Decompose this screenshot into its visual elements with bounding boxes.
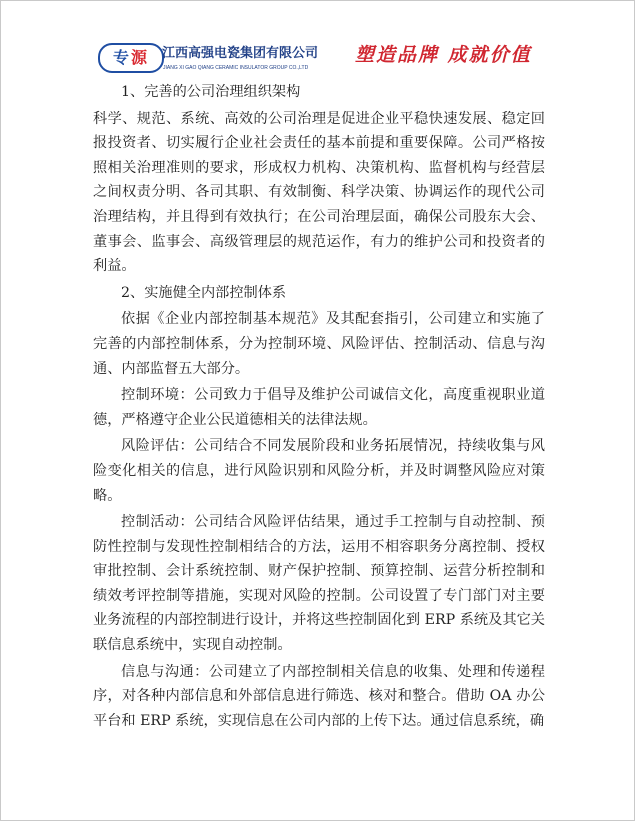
paragraph-1: 科学、规范、系统、高效的公司治理是促进企业平稳快速发展、稳定回报投资者、切实履行企业社会责任的基本前提和重要保障。公司严格按照相关治理准则的要求，形成权力机构、决策机构、监督机构与经营层之间权责分明、各司其职、有效制衡、科学决策、协调运作的现代公司治理结构，并且得到有效执行；在公司治理层面，确保公司股东大会、董事会、监事会、高级管理层的规范运作，有力的维护公司和投资者的利益。 xyxy=(93,110,545,275)
slogan: 塑造品牌 成就价值 xyxy=(355,44,532,66)
section-heading-1: 1、完善的公司治理组织架构 xyxy=(121,84,301,100)
paragraph-5: 控制活动：公司结合风险评估结果，通过手工控制与自动控制、预防性控制与发现性控制相结合的方法，运用不相容职务分离控制、授权审批控制、会计系统控制、财产保护控制、预算控制、运营分析控制和绩效考评控制等措施，实现对风险的控制。公司设置了专门部门对主要业务流程的内部控制进行设计，并将这些控制固化到 ERP 系统及其它关联信息系统中，实现自动控制。 xyxy=(93,514,545,654)
logo-char-1: 专 xyxy=(112,48,131,67)
section-heading-2: 2、实施健全内部控制体系 xyxy=(121,284,287,301)
page-header xyxy=(0,0,635,80)
company-name-en: JIANG XI GAO QIANG CERAMIC INSULATOR GROUP CO.,LTD xyxy=(163,65,309,71)
paragraph-4: 风险评估：公司结合不同发展阶段和业务拓展情况，持续收集与风险变化相关的信息，进行风险识别和风险分析，并及时调整风险应对策略。 xyxy=(93,438,545,504)
company-logo xyxy=(98,43,164,73)
logo-char-2: 源 xyxy=(131,48,150,67)
company-name-cn: 江西高强电瓷集团有限公司 xyxy=(162,46,319,61)
paragraph-3: 控制环境：公司致力于倡导及维护公司诚信文化，高度重视职业道德，严格遵守企业公民道德相关的法律法规。 xyxy=(93,387,545,428)
paragraph-6: 信息与沟通：公司建立了内部控制相关信息的收集、处理和传递程序，对各种内部信息和外部信息进行筛选、核对和整合。借助 OA 办公平台和 ERP 系统，实现信息在公司内部的上传下达。通过信息系统，确 xyxy=(93,663,545,729)
document-body xyxy=(93,80,545,735)
paragraph-2: 依据《企业内部控制基本规范》及其配套指引，公司建立和实施了完善的内部控制体系，分为控制环境、风险评估、控制活动、信息与沟通、内部监督五大部分。 xyxy=(93,311,545,377)
